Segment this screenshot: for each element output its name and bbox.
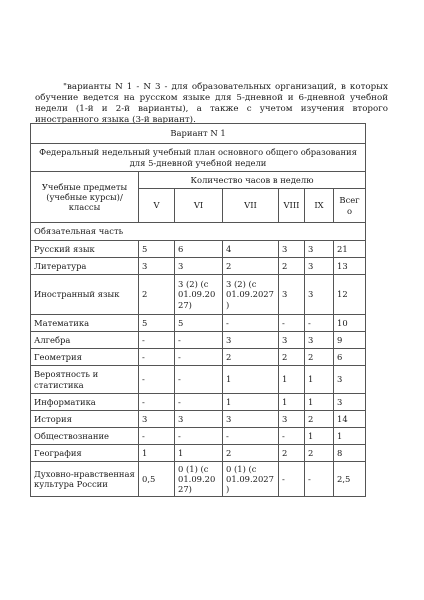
grade-header: IX: [305, 189, 334, 223]
subjects-header: Учебные предметы (учебные курсы)/классы: [31, 172, 139, 223]
total-cell: 13: [334, 258, 366, 275]
plan-title-row: [31, 144, 366, 172]
table-row: [31, 445, 366, 462]
hours-cell: 1: [223, 394, 279, 411]
hours-cell: 2: [139, 275, 175, 315]
hours-cell: -: [279, 462, 305, 497]
hours-cell: -: [139, 332, 175, 349]
curriculum-table: [30, 123, 366, 497]
subject-cell: Информатика: [31, 394, 139, 411]
subject-cell: Вероятность и статистика: [31, 366, 139, 394]
total-cell: 9: [334, 332, 366, 349]
hours-cell: 3: [279, 241, 305, 258]
grade-header: VII: [223, 189, 279, 223]
hours-cell: -: [279, 428, 305, 445]
hours-cell: 1: [175, 445, 223, 462]
table-row: [31, 462, 366, 497]
variant-title-row: [31, 124, 366, 144]
hours-cell: 4: [223, 241, 279, 258]
hours-cell: 3 (2) (с 01.09.2027): [223, 275, 279, 315]
hours-cell: 5: [139, 241, 175, 258]
hours-cell: 1: [279, 394, 305, 411]
table-row: [31, 258, 366, 275]
hours-cell: 1: [223, 366, 279, 394]
hours-cell: 3: [279, 332, 305, 349]
hours-cell: -: [139, 349, 175, 366]
hours-cell: 3: [305, 275, 334, 315]
hours-cell: -: [139, 366, 175, 394]
variant-title: Вариант N 1: [31, 124, 366, 144]
total-cell: 1: [334, 428, 366, 445]
hours-cell: 3: [139, 258, 175, 275]
plan-title: Федеральный недельный учебный план основного общего образования для 5-дневной учебной недели: [31, 144, 366, 172]
total-cell: 12: [334, 275, 366, 315]
hours-cell: 3: [279, 411, 305, 428]
total-header: Всего: [334, 189, 366, 223]
hours-cell: 3: [223, 411, 279, 428]
hours-cell: 2: [305, 411, 334, 428]
hours-cell: 0 (1) (с 01.09.2027): [223, 462, 279, 497]
table-row: [31, 315, 366, 332]
hours-cell: 3: [279, 275, 305, 315]
hours-cell: -: [175, 394, 223, 411]
hours-cell: 2: [279, 258, 305, 275]
hours-cell: 3 (2) (с 01.09.2027): [175, 275, 223, 315]
subject-cell: Алгебра: [31, 332, 139, 349]
hours-cell: 5: [139, 315, 175, 332]
table-row: [31, 428, 366, 445]
hours-cell: 3: [175, 411, 223, 428]
table-row: [31, 366, 366, 394]
table-row: [31, 241, 366, 258]
total-cell: 3: [334, 394, 366, 411]
total-cell: 8: [334, 445, 366, 462]
section-row: [31, 223, 366, 241]
hours-cell: -: [175, 332, 223, 349]
hours-cell: -: [175, 428, 223, 445]
subject-cell: Русский язык: [31, 241, 139, 258]
subject-cell: Иностранный язык: [31, 275, 139, 315]
hours-cell: 2: [223, 349, 279, 366]
hours-cell: -: [175, 349, 223, 366]
hours-cell: 2: [223, 258, 279, 275]
hours-cell: 2: [305, 445, 334, 462]
grade-header: VIII: [279, 189, 305, 223]
hours-cell: -: [223, 428, 279, 445]
hours-cell: 3: [139, 411, 175, 428]
hours-cell: 3: [305, 241, 334, 258]
hours-cell: -: [223, 315, 279, 332]
grade-header: V: [139, 189, 175, 223]
hours-cell: 0,5: [139, 462, 175, 497]
hours-cell: 1: [305, 428, 334, 445]
subject-cell: Математика: [31, 315, 139, 332]
total-cell: 3: [334, 366, 366, 394]
hours-cell: -: [139, 428, 175, 445]
total-cell: 21: [334, 241, 366, 258]
hours-cell: 2: [279, 349, 305, 366]
hours-cell: 3: [223, 332, 279, 349]
section-title: Обязательная часть: [31, 223, 366, 241]
hours-cell: 3: [175, 258, 223, 275]
hours-cell: -: [175, 366, 223, 394]
subject-cell: Геометрия: [31, 349, 139, 366]
hours-cell: 1: [139, 445, 175, 462]
table-row: [31, 349, 366, 366]
hours-cell: -: [279, 315, 305, 332]
table-row: [31, 394, 366, 411]
total-cell: 10: [334, 315, 366, 332]
subject-cell: Обществознание: [31, 428, 139, 445]
subject-cell: Духовно-нравственная культура России: [31, 462, 139, 497]
hours-cell: 2: [223, 445, 279, 462]
hours-cell: 2: [305, 349, 334, 366]
subject-cell: Литература: [31, 258, 139, 275]
hours-cell: 6: [175, 241, 223, 258]
total-cell: 6: [334, 349, 366, 366]
total-cell: 2,5: [334, 462, 366, 497]
intro-paragraph: "варианты N 1 - N 3 - для образовательных организаций, в которых обучение ведется на русском языке для 5-дневной и 6-дневной учебной недели (1-й и 2-й варианты), а также с учетом изучения второго иностранного языка (3-й вариант).: [35, 81, 388, 126]
table-row: [31, 275, 366, 315]
hours-cell: 1: [279, 366, 305, 394]
hours-cell: 3: [305, 332, 334, 349]
hours-cell: 0 (1) (с 01.09.2027): [175, 462, 223, 497]
hours-cell: -: [139, 394, 175, 411]
hours-cell: 1: [305, 366, 334, 394]
table-row: [31, 332, 366, 349]
grade-header: VI: [175, 189, 223, 223]
subject-rows: [31, 241, 366, 497]
subject-cell: География: [31, 445, 139, 462]
hours-cell: 2: [279, 445, 305, 462]
hours-cell: -: [305, 315, 334, 332]
subject-cell: История: [31, 411, 139, 428]
hours-cell: 3: [305, 258, 334, 275]
hours-cell: 5: [175, 315, 223, 332]
hours-cell: 1: [305, 394, 334, 411]
hours-header: Количество часов в неделю: [139, 172, 366, 189]
table-row: [31, 411, 366, 428]
hours-cell: -: [305, 462, 334, 497]
header-row: [31, 172, 366, 189]
total-cell: 14: [334, 411, 366, 428]
